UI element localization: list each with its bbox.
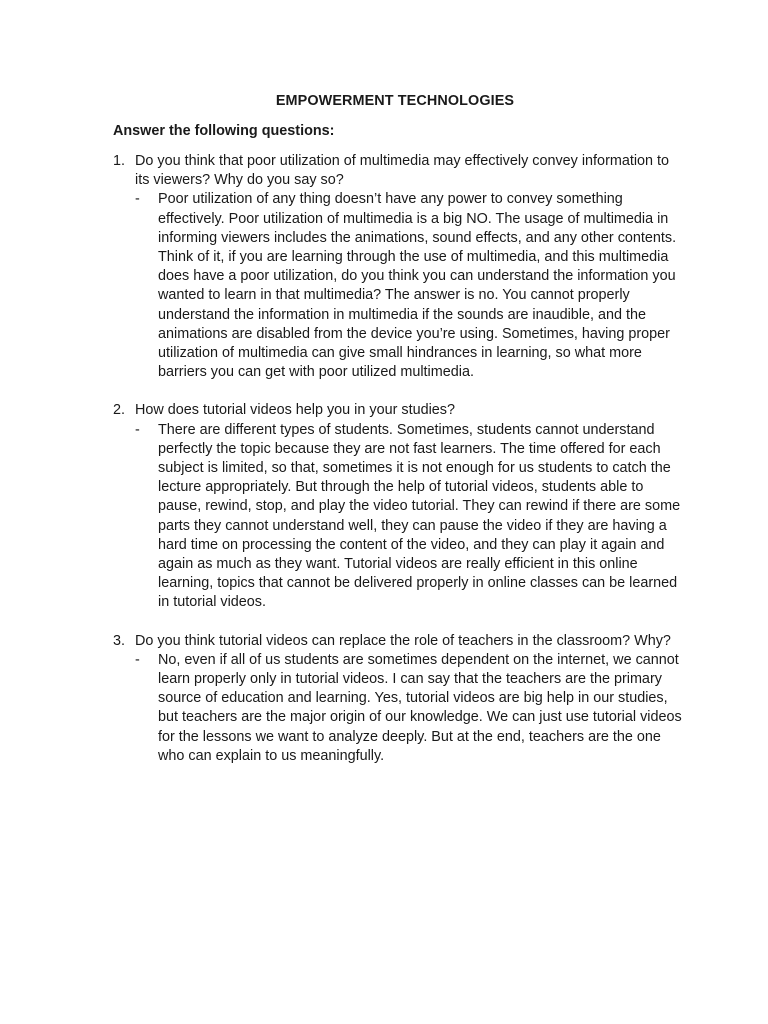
question-item-2 — [113, 401, 683, 612]
document-title: EMPOWERMENT TECHNOLOGIES — [275, 93, 515, 109]
answer-text: Poor utilization of any thing doesn’t have any power to convey something effectively. Poor utilization of multimedia is a big NO. The usage of multimedia in informing viewers includes the animations, sound effects, and any other contents. Think of it, if you are learning through the use of multimedia, and this multimedia does have a poor utilization, do you think you can understand the information you wanted to learn in that multimedia? The answer is no. You cannot properly understand the information in multimedia if the sounds are inaudible, and the animations are disabled from the device you’re using. Sometimes, having proper utilization of multimedia can give small hindrances in learning, so what more barriers you can get with poor utilized multimedia. — [158, 191, 677, 381]
questions-list — [113, 152, 683, 785]
answer-text: No, even if all of us students are sometimes dependent on the internet, we cannot learn properly only in tutorial videos. I can say that the teachers are the primary source of education and learning. Yes, tutorial videos are big help in our studies, but teachers are the major origin of our knowledge. We can just use tutorial videos for the lessons we want to analyze deeply. But at the end, teachers are the one who can explain to us meaningfully. — [158, 651, 682, 764]
question-item-1 — [113, 152, 683, 382]
instructions-heading: Answer the following questions: — [113, 123, 335, 139]
question-text: How does tutorial videos help you in your studies? — [135, 402, 455, 419]
question-item-3 — [113, 632, 683, 766]
answer-bullet: - — [135, 651, 140, 668]
question-number: 1. — [113, 153, 126, 169]
question-number: 2. — [113, 402, 126, 419]
question-number: 3. — [113, 632, 126, 649]
question-text: Do you think that poor utilization of multimedia may effectively convey information to its viewers? Why do you say so? — [135, 153, 670, 189]
answer-bullet: - — [135, 191, 140, 208]
question-text: Do you think tutorial videos can replace the role of teachers in the classroom? Why? — [135, 632, 671, 649]
answer-bullet: - — [135, 421, 140, 438]
answer-text: There are different types of students. Sometimes, students cannot understand perfectly the topic because they are not fast learners. The time offered for each subject is limited, so that, sometimes it is not enough for us students to catch the lecture appropriately. But through the help of tutorial videos, students able to pause, rewind, stop, and play the video tutorial. They can rewind if there are some parts they cannot understand well, they can pause the video if they are having a hard time on processing the content of the video, and they can play it again and again as much as they want. Tutorial videos are really efficient in this online learning, topics that cannot be delivered properly in online classes can be learned in tutorial videos. — [158, 421, 681, 611]
